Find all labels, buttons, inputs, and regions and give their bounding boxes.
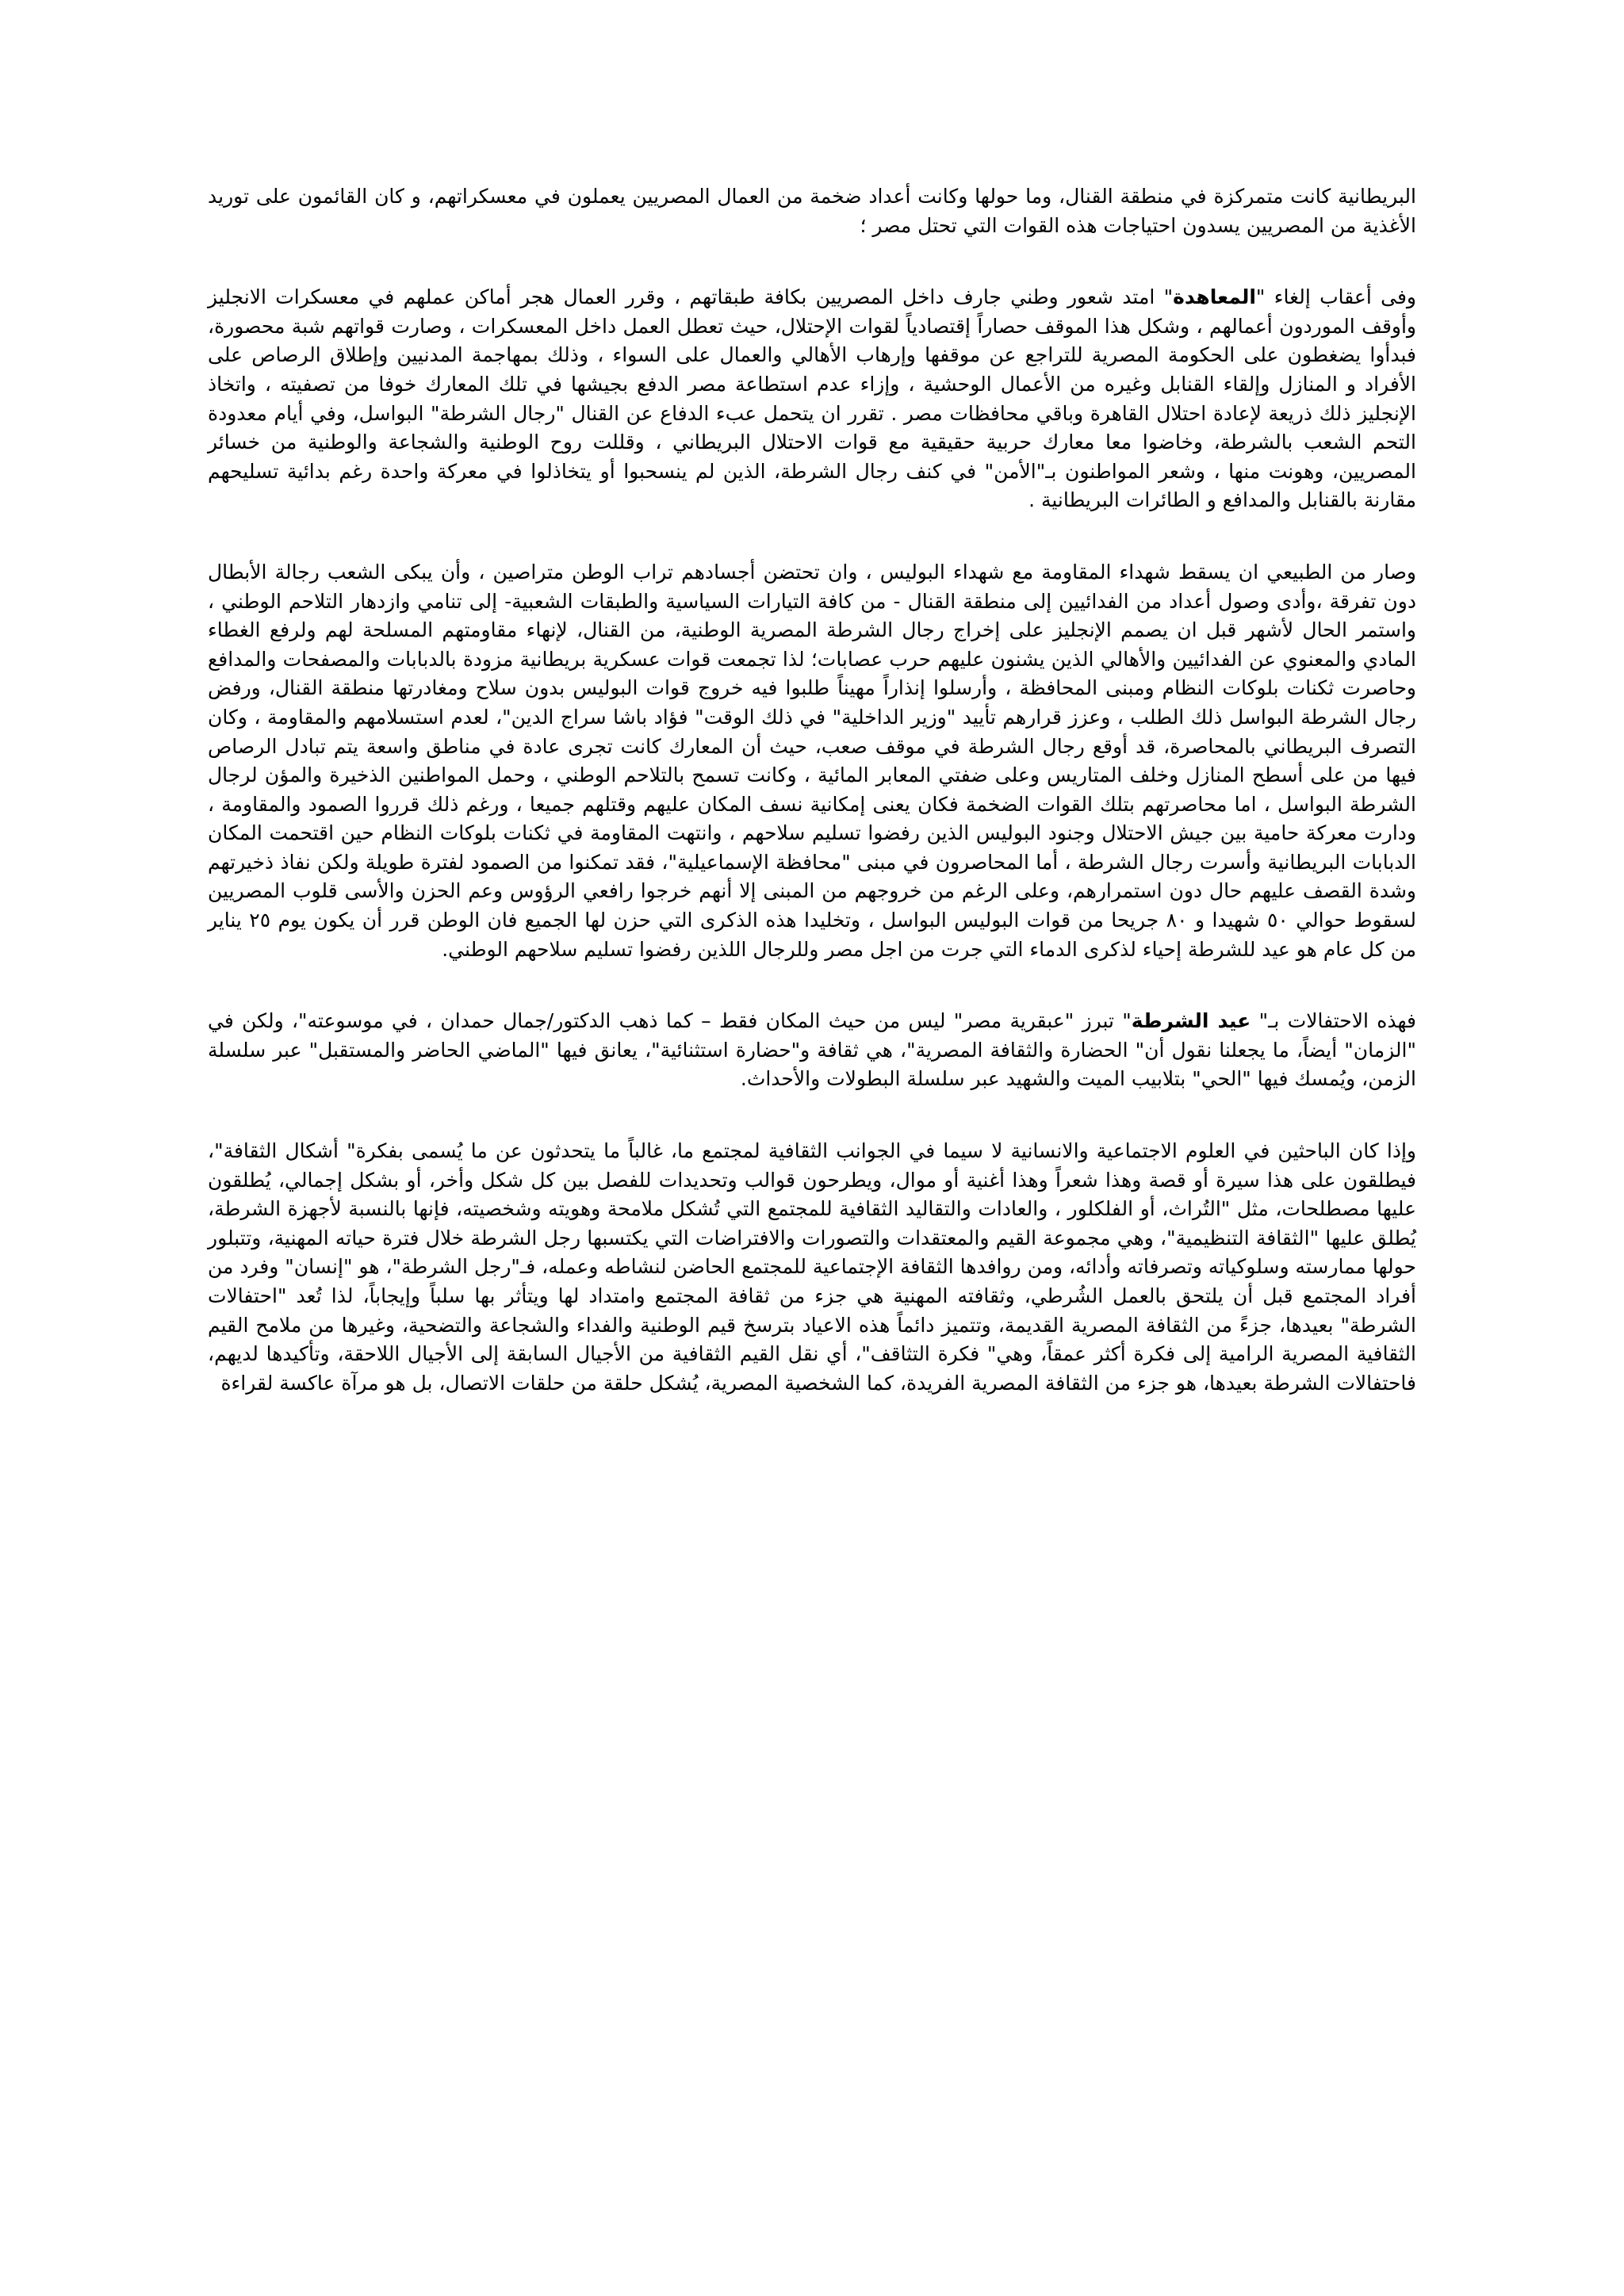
document-page	[0, 182, 1624, 1441]
paragraph-1-text: البريطانية كانت متمركزة في منطقة القنال، وما حولها وكانت أعداد ضخمة من العمال المصريين يعملون في معسكراتهم، و كان القائمون على توريد الأغذية من المصريين يسدون احتياجات هذه القوات التي تحتل مصر ؛	[208, 185, 1416, 237]
paragraph-5-text: وإذا كان الباحثين في العلوم الاجتماعية والانسانية لا سيما في الجوانب الثقافية لمجتمع ما، غالباً ما يتحدثون عن ما يُسمى بفكرة" أشكال الثقافة"، فيطلقون على هذا سيرة أو قصة وهذا شعراً وهذا أغنية أو موال، ويطرحون قوالب وتحديدات للفصل بين كل شكل وأخر، أو بشكل إجمالي، يُطلقون عليها مصطلحات، مثل "التُراث، أو الفلكلور ، والعادات والتقاليد الثقافية للمجتمع التي تُشكل ملامحة وهويته وشخصيته، فإنها بالنسبة لأجهزة الشرطة، يُطلق عليها "الثقافة التنظيمية"، وهي مجموعة القيم والمعتقدات والتصورات والافتراضات التي يكتسبها رجل الشرطة خلال فترة حياته المهنية، وتتبلور حولها ممارسته وسلوكياته وتصرفاته وأدائه، ومن روافدها الثقافة الإجتماعية للمجتمع الحاضن لنشاطه وعمله، فـ"رجل الشرطة"، هو "إنسان" وفرد من أفراد المجتمع قبل أن يلتحق بالعمل الشُرطي، وثقافته المهنية هي جزء من ثقافة المجتمع وامتداد لها ويتأثر بها سلباً وإيجاباً، لذا تُعد "احتفالات الشرطة" بعيدها، جزءً من الثقافة المصرية القديمة، وتتميز دائماً هذه الاعياد بترسخ قيم الوطنية والفداء والشجاعة والتضحية، وغيرها من ملامح القيم الثقافية المصرية الرامية إلى فكرة أكثر عمقاً، وهي" فكرة التثاقف"، أي نقل القيم الثقافية من الأجيال السابقة إلى الأجيال اللاحقة، وتأكيدها لديهم، فاحتفالات الشرطة بعيدها، هو جزء من الثقافة المصرية الفريدة، كما الشخصية المصرية، يُشكل حلقة من حلقات الاتصال، بل هو مرآة عاكسة لقراءة	[208, 1139, 1416, 1395]
paragraph-4-bold-term: عيد الشرطة	[1131, 1009, 1251, 1033]
paragraph-2-text-start: وفى أعقاب إلغاء "	[1255, 285, 1417, 309]
paragraph-2-bold-term: المعاهدة	[1173, 285, 1256, 309]
paragraph-4	[208, 1007, 1416, 1094]
paragraph-2	[208, 283, 1416, 515]
paragraph-1	[208, 182, 1416, 240]
paragraph-3-text: وصار من الطبيعي ان يسقط شهداء المقاومة مع شهداء البوليس ، وان تحتضن أجسادهم تراب الوطن متراصين ، وأن يبكى الشعب رجالة الأبطال دون تفرقة ،وأدى وصول أعداد من الفدائيين إلى منطقة القنال - من كافة التيارات السياسية والطبقات الشعبية- إلى تنامي وازدهار التلاحم الوطني ، واستمر الحال لأشهر قبل ان يصمم الإنجليز على إخراج رجال الشرطة المصرية الوطنية، من القنال، لإنهاء مقاومتهم المسلحة لهم ولرفع الغطاء المادي والمعنوي عن الفدائيين والأهالي الذين يشنون عليهم حرب عصابات؛ لذا تجمعت قوات عسكرية بريطانية مزودة بالدبابات والمصفحات والمدافع وحاصرت ثكنات بلوكات النظام ومبنى المحافظة ، وأرسلوا إنذاراً مهيناً طلبوا فيه خروج قوات البوليس بدون سلاح ومغادرتها منطقة القنال، ورفض رجال الشرطة البواسل ذلك الطلب ، وعزز قرارهم تأييد "وزير الداخلية" في ذلك الوقت" فؤاد باشا سراج الدين"، لعدم استسلامهم والمقاومة ، وكان التصرف البريطاني بالمحاصرة، قد أوقع رجال الشرطة في موقف صعب، حيث أن المعارك كانت تجرى عادة في مناطق واسعة يتم تبادل الرصاص فيها من على أسطح المنازل وخلف المتاريس وعلى ضفتي المعابر المائية ، وكانت تسمح بالتلاحم الوطني ، وحمل المواطنين الذخيرة والمؤن لرجال الشرطة البواسل ، اما محاصرتهم بتلك القوات الضخمة فكان يعنى إمكانية نسف المكان عليهم وقتلهم جميعا ، ورغم ذلك قرروا الصمود والمقاومة ، ودارت معركة حامية بين جيش الاحتلال وجنود البوليس الذين رفضوا تسليم سلاحهم ، وانتهت المقاومة في ثكنات بلوكات النظام حين اقتحمت المكان الدبابات البريطانية وأسرت رجال الشرطة ، أما المحاصرون في مبنى "محافظة الإسماعيلية"، فقد تمكنوا من الصمود لفترة طويلة ولكن نفاذ ذخيرتهم وشدة القصف عليهم حال دون استمرارهم، وعلى الرغم من خروجهم من المبنى إلا أنهم خرجوا رافعي الرؤوس وعم الحزن والأسى قلوب المصريين لسقوط حوالي ٥٠ شهيدا و ٨٠ جريحا من قوات البوليس البواسل ، وتخليدا هذه الذكرى التي حزن لها الجميع فان الوطن قرر أن يكون يوم ٢٥ يناير من كل عام هو عيد للشرطة إحياء لذكرى الدماء التي جرت من اجل مصر وللرجال اللذين رفضوا تسليم سلاحهم الوطني.	[208, 560, 1417, 961]
paragraph-2-text-rest: " امتد شعور وطني جارف داخل المصريين بكافة طبقاتهم ، وقرر العمال هجر أماكن عملهم في معسكرات الانجليز وأوقف الموردون أعمالهم ، وشكل هذا الموقف حصاراً إقتصادياً لقوات الإحتلال، حيث تعطل العمل داخل المعسكرات ، وصارت قواتهم شبة محصورة، فبدأوا يضغطون على الحكومة المصرية للتراجع عن موقفها وإرهاب الأهالي والعمال على السواء ، وذلك بمهاجمة المدنيين وإطلاق الرصاص على الأفراد و المنازل وإلقاء القنابل وغيره من الأعمال الوحشية ، وإزاء عدم استطاعة مصر الدفع بجيشها في تلك المعارك خوفا من تصفيته ، واتخاذ الإنجليز ذلك ذريعة لإعادة احتلال القاهرة وباقي محافظات مصر . تقرر ان يتحمل عبء الدفاع عن القنال "رجال الشرطة" البواسل، وفي أيام معدودة التحم الشعب بالشرطة، وخاضوا معا معارك حربية حقيقية مع قوات الاحتلال البريطاني ، وقللت روح الوطنية والشجاعة والوطنية من خسائر المصريين، وهونت منها ، وشعر المواطنون بـ"الأمن" في كنف رجال الشرطة، الذين لم ينسحبوا أو يتخاذلوا في معركة واحدة رغم بدائية تسليحهم مقارنة بالقنابل والمدافع و الطائرات البريطانية .	[208, 285, 1416, 512]
paragraph-4-text-rest: " تبرز "عبقرية مصر" ليس من حيث المكان فقط – كما ذهب الدكتور/جمال حمدان ، في موسوعته"، ولكن في "الزمان" أيضاً، ما يجعلنا نقول أن" الحضارة والثقافة المصرية"، هي ثقافة و"حضارة استثنائية"، يعانق فيها "الماضي الحاضر والمستقبل" عبر سلسلة الزمن، ويُمسك فيها "الحي" بتلابيب الميت والشهيد عبر سلسلة البطولات والأحداث.	[208, 1009, 1416, 1091]
paragraph-5	[208, 1137, 1416, 1398]
paragraph-4-text-start: فهذه الاحتفالات بـ"	[1251, 1009, 1416, 1033]
paragraph-3	[208, 558, 1416, 964]
